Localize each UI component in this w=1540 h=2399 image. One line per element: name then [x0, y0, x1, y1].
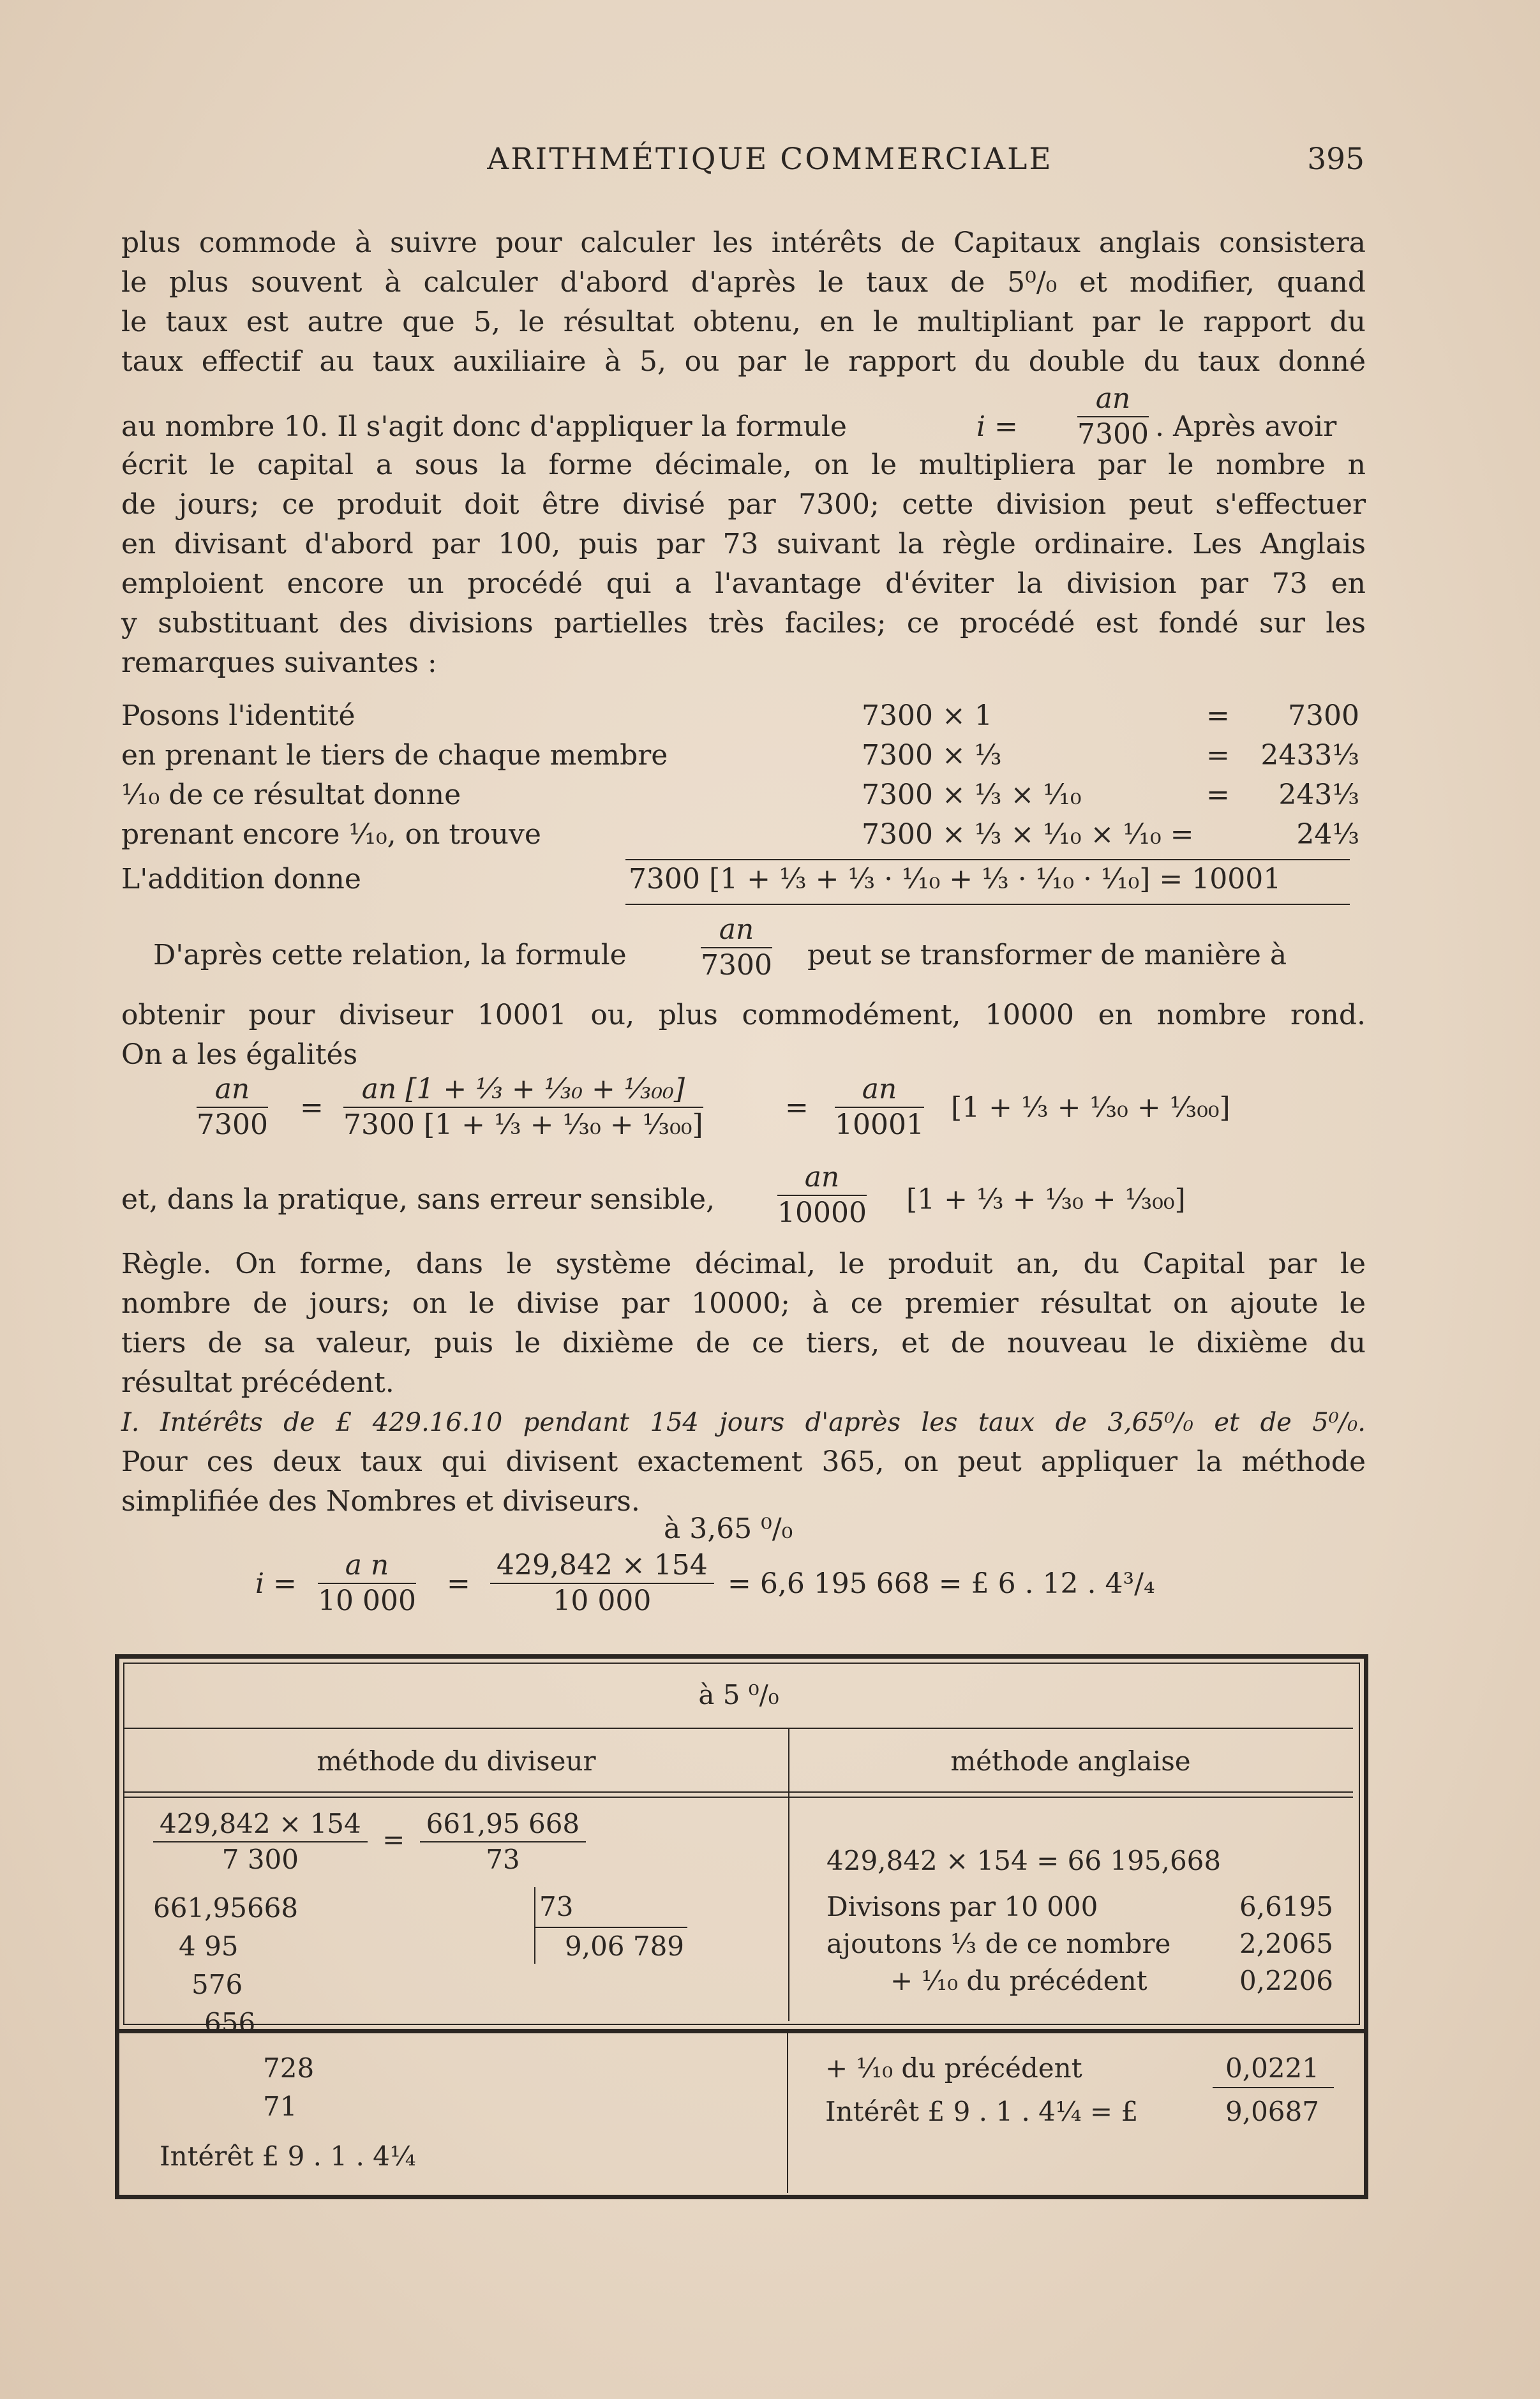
sum-rule: [625, 904, 1350, 905]
equals-sign: =: [447, 1567, 470, 1600]
formula-fraction: [701, 913, 772, 983]
formula-line: [121, 382, 1366, 451]
equals-sign: =: [300, 1091, 324, 1124]
identity-value: 243⅓: [1278, 779, 1359, 811]
fraction-denominator: 73: [486, 1844, 520, 1875]
rate-label: à 3,65 ⁰/₀: [664, 1513, 793, 1545]
page-header: [0, 142, 1540, 186]
identity-value: 2433⅓: [1260, 739, 1359, 772]
divider: [124, 1728, 1353, 1729]
equalities-formula: [191, 1072, 1340, 1155]
division-bar: [534, 1887, 535, 1964]
identity-expression: 7300 × ⅓ × ¹⁄₁₀: [862, 779, 1082, 811]
fraction: [197, 1072, 268, 1142]
text-line: de jours; ce produit doit être divisé par 7300; cette division peut s'effectuer: [121, 488, 1366, 521]
text-line: Pour ces deux taux qui divisent exactement 365, on peut appliquer la méthode: [121, 1446, 1366, 1478]
quotient: 9,06 789: [565, 1931, 685, 1962]
column-divider: [788, 1728, 789, 2021]
text-line: emploient encore un procédé qui a l'avantage d'éviter la division par 73 en: [121, 567, 1366, 600]
fraction-numerator: an: [197, 1072, 268, 1108]
formula-result: = 6,6 195 668 = £ 6 . 12 . 4³/₄: [728, 1567, 1155, 1600]
text-fragment: et, dans la pratique, sans erreur sensible,: [121, 1183, 715, 1216]
identity-label: prenant encore ¹⁄₁₀, on trouve: [121, 818, 541, 851]
fraction-denominator: 10 000: [553, 1585, 652, 1617]
step-value: 0,0221: [1225, 2052, 1319, 2084]
fraction-denominator: 7300: [701, 949, 772, 982]
formula-lhs: i =: [976, 410, 1018, 443]
example-formula: [255, 1548, 1340, 1631]
running-title: ARITHMÉTIQUE COMMERCIALE: [487, 142, 1053, 177]
interest-result-left: Intérêt £ 9 . 1 . 4¼: [160, 2141, 416, 2172]
division-line: 728: [263, 2052, 315, 2084]
step-label: ajoutons ⅓ de ce nombre: [826, 1928, 1171, 1959]
fraction-denominator: 7300: [197, 1109, 268, 1141]
step-label: Divisons par 10 000: [826, 1891, 1098, 1922]
fraction: [318, 1548, 416, 1618]
fraction-denominator: 7 300: [221, 1844, 299, 1875]
text-line: On a les égalités: [121, 1038, 358, 1071]
text-line: obtenir pour diviseur 10001 ou, plus commodément, 10000 en nombre rond.: [121, 999, 1366, 1031]
fraction: [153, 1807, 368, 1877]
text-fragment: au nombre 10. Il s'agit donc d'appliquer la formule: [121, 410, 847, 443]
identity-row: [121, 739, 1366, 779]
fraction-numerator: an: [835, 1072, 924, 1108]
paragraph-relation: [121, 913, 1366, 1075]
text-fragment: D'après cette relation, la formule: [153, 939, 627, 971]
step-value: 6,6195: [1239, 1891, 1333, 1922]
formula-line: [121, 913, 1366, 996]
equals-sign: =: [785, 1091, 809, 1124]
fraction-denominator: 10001: [835, 1109, 924, 1141]
division-line: 4 95: [179, 1931, 239, 1962]
division-line: 656: [204, 2007, 256, 2038]
text-line: le taux est autre que 5, le résultat obtenu, en le multipliant par le rapport du: [121, 306, 1366, 338]
identity-expression: 7300 × ⅓: [862, 739, 1002, 772]
addition-expression: 7300 [1 + ⅓ + ⅓ · ¹⁄₁₀ + ⅓ · ¹⁄₁₀ · ¹⁄₁₀] = 10001: [629, 863, 1282, 895]
division-line: 71: [263, 2091, 297, 2122]
identity-value: 24⅓: [1296, 818, 1359, 851]
step-value: 2,2065: [1239, 1928, 1333, 1959]
fraction-denominator: 10 000: [318, 1585, 416, 1617]
fraction-numerator: 429,842 × 154: [490, 1548, 714, 1584]
formula-fraction: [1077, 382, 1149, 452]
fraction: [343, 1072, 703, 1142]
fraction-denominator: 7300: [1077, 418, 1149, 451]
page-number: 395: [1307, 142, 1364, 177]
column-divider: [787, 2033, 788, 2193]
paragraph-rule: [121, 1244, 1366, 1403]
formula-lhs: i =: [255, 1567, 297, 1600]
text-line: le plus souvent à calculer d'abord d'après le taux de 5⁰/₀ et modifier, quand: [121, 266, 1366, 299]
step-label: + ¹⁄₁₀ du précédent: [825, 2052, 1082, 2084]
division-line: 661,95668: [153, 1892, 299, 1924]
identity-row: [121, 699, 1366, 739]
left-column: [153, 1807, 586, 1877]
identity-expression: 7300 × 1: [862, 699, 992, 732]
fraction-numerator: 429,842 × 154: [153, 1807, 368, 1842]
text-line: y substituant des divisions partielles très faciles; ce procédé est fondé sur les: [121, 607, 1366, 639]
text-fragment: . Après avoir: [1155, 410, 1337, 443]
example-heading: I. Intérêts de £ 429.16.10 pendant 154 jours d'après les taux de 3,65⁰/₀ et de 5⁰/₀.: [121, 1408, 1366, 1437]
text-line: plus commode à suivre pour calculer les intérêts de Capitaux anglais consistera: [121, 227, 1366, 259]
divider: [124, 1791, 1353, 1793]
column-header-left: méthode du diviseur: [317, 1745, 596, 1777]
fraction-numerator: an [1 + ⅓ + ¹⁄₃₀ + ¹⁄₃₀₀]: [343, 1072, 703, 1108]
fraction: [777, 1160, 867, 1230]
division-line: 576: [191, 1969, 243, 2000]
addition-row: [121, 863, 1366, 902]
fraction-denominator: 10000: [777, 1197, 867, 1229]
fraction-denominator: 7300 [1 + ⅓ + ¹⁄₃₀ + ¹⁄₃₀₀]: [343, 1109, 703, 1141]
identity-label: ¹⁄₁₀ de ce résultat donne: [121, 779, 461, 811]
calculation-table: [115, 1654, 1368, 2038]
identity-row: [121, 779, 1366, 818]
text-line: remarques suivantes :: [121, 646, 437, 679]
identity-equals: =: [1206, 739, 1230, 772]
fraction-numerator: 661,95 668: [420, 1807, 586, 1842]
bracket-expression: [1 + ⅓ + ¹⁄₃₀ + ¹⁄₃₀₀]: [906, 1183, 1186, 1216]
identity-expression: 7300 × ⅓ × ¹⁄₁₀ × ¹⁄₁₀ =: [862, 818, 1194, 851]
divider: [124, 1797, 1353, 1798]
text-line: simplifiée des Nombres et diviseurs.: [121, 1485, 640, 1518]
sum-rule: [625, 859, 1350, 860]
paragraph-intro: [121, 223, 1366, 683]
identity-label: en prenant le tiers de chaque membre: [121, 739, 668, 772]
text-line: écrit le capital a sous la forme décimale, on le multipliera par le nombre n: [121, 449, 1366, 481]
practice-formula: [121, 1160, 1366, 1243]
text-line: en divisant d'abord par 100, puis par 73 suivant la règle ordinaire. Les Anglais: [121, 528, 1366, 560]
fraction-numerator: a n: [318, 1548, 416, 1584]
identity-value: 7300: [1288, 699, 1359, 732]
equals-sign: =: [382, 1824, 405, 1855]
column-header-right: méthode anglaise: [950, 1745, 1191, 1777]
product-line: 429,842 × 154 = 66 195,668: [826, 1845, 1222, 1876]
identity-equals: =: [1206, 779, 1230, 811]
fraction-numerator: an: [701, 913, 772, 948]
fraction: [835, 1072, 924, 1142]
text-line: taux effectif au taux auxiliaire à 5, ou par le rapport du double du taux donné: [121, 345, 1366, 378]
fraction-numerator: an: [1077, 382, 1149, 417]
text-line: résultat précédent.: [121, 1366, 394, 1399]
addition-label: L'addition donne: [121, 863, 361, 895]
example-section: [121, 1403, 1366, 1521]
fraction-numerator: an: [777, 1160, 867, 1196]
interest-result-value: 9,0687: [1225, 2096, 1319, 2127]
text-line: Règle. On forme, dans le système décimal, le produit an, du Capital par le: [121, 1248, 1366, 1280]
step-label: + ¹⁄₁₀ du précédent: [890, 1965, 1148, 1996]
table-bottom-frame: [115, 2033, 1368, 2199]
identity-label: Posons l'identité: [121, 699, 355, 732]
divisor: 73: [539, 1891, 574, 1922]
text-line: tiers de sa valeur, puis le dixième de ce tiers, et de nouveau le dixième du: [121, 1327, 1366, 1359]
fraction: [420, 1807, 586, 1877]
table-title: à 5 ⁰/₀: [698, 1679, 779, 1710]
bracket-expression: [1 + ⅓ + ¹⁄₃₀ + ¹⁄₃₀₀]: [951, 1091, 1230, 1124]
step-value: 0,2206: [1239, 1965, 1333, 1996]
table-inner-frame: [123, 1663, 1360, 2038]
identity-row: [121, 818, 1366, 858]
text-fragment: peut se transformer de manière à: [807, 939, 1287, 971]
fraction: [490, 1548, 714, 1618]
text-line: nombre de jours; on le divise par 10000; à ce premier résultat on ajoute le: [121, 1287, 1366, 1320]
interest-result-label: Intérêt £ 9 . 1 . 4¼ = £: [825, 2096, 1139, 2127]
identity-equals: =: [1206, 699, 1230, 732]
